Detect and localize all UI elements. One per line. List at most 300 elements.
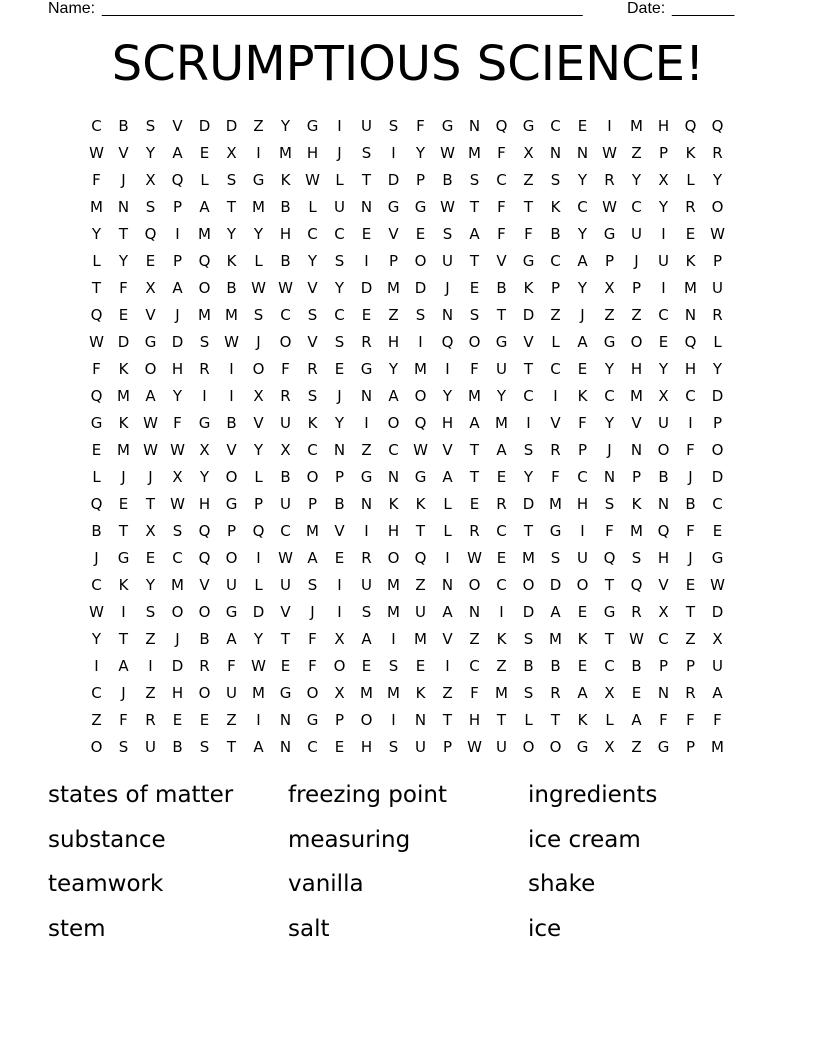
grid-letter: H [171,684,184,702]
grid-letter: I [364,522,369,540]
grid-row [83,572,731,599]
page-title: SCRUMPTIOUS SCIENCE! [111,36,705,92]
grid-letter: V [523,333,534,351]
grid-letter: H [576,495,589,513]
grid-letter: Y [226,225,237,243]
grid-letter: T [118,522,129,540]
grid-letter: M [630,117,643,135]
grid-letter: S [226,171,237,189]
grid-letter: Z [685,630,696,648]
grid-row [83,194,731,221]
grid-letter: I [364,252,369,270]
grid-row [83,437,731,464]
grid-letter: N [630,441,643,459]
grid-letter: R [361,549,372,567]
grid-letter: J [310,603,315,621]
grid-letter: W [440,144,455,162]
grid-letter: X [145,522,156,540]
grid-letter: Q [495,117,508,135]
grid-letter: D [171,657,184,675]
grid-letter: A [577,684,588,702]
grid-letter: F [497,225,506,243]
grid-letter: G [522,252,535,270]
grid-letter: G [225,603,238,621]
grid-letter: M [252,198,265,216]
grid-letter: V [118,144,129,162]
grid-letter: E [361,306,372,324]
grid-letter: Q [414,414,427,432]
grid-letter: I [229,360,234,378]
grid-letter: T [361,171,372,189]
grid-letter: C [280,522,291,540]
grid-letter: G [225,495,238,513]
grid-letter: I [229,387,234,405]
grid-letter: R [550,684,561,702]
grid-letter: E [577,603,588,621]
grid-letter: U [226,576,237,594]
grid-letter: U [658,414,669,432]
grid-letter: E [334,738,345,756]
grid-letter: S [550,171,561,189]
grid-row [83,113,731,140]
grid-letter: T [145,495,156,513]
word-row [48,914,768,959]
grid-letter: B [91,522,102,540]
grid-letter: Y [415,144,426,162]
grid-letter: D [360,279,373,297]
grid-letter: I [499,603,504,621]
grid-letter: O [387,414,400,432]
grid-letter: O [90,738,103,756]
grid-letter: K [415,495,426,513]
grid-letter: Q [198,549,211,567]
grid-letter: E [469,279,480,297]
grid-letter: C [604,387,615,405]
grid-letter: R [280,387,291,405]
grid-row [83,734,731,761]
grid-letter: G [711,549,724,567]
grid-letter: S [523,684,534,702]
grid-letter: P [712,414,723,432]
grid-letter: X [334,630,345,648]
grid-letter: W [467,738,482,756]
grid-letter: E [118,306,129,324]
grid-letter: P [631,279,642,297]
grid-letter: M [468,144,481,162]
grid-letter: J [688,468,693,486]
grid-letter: E [685,225,696,243]
grid-letter: I [661,279,666,297]
grid-letter: X [658,171,669,189]
grid-letter: S [442,225,453,243]
grid-letter: Q [441,333,454,351]
grid-letter: F [524,225,533,243]
grid-letter: O [549,738,562,756]
grid-letter: X [712,630,723,648]
grid-letter: Y [388,360,399,378]
grid-row [83,383,731,410]
grid-letter: G [549,522,562,540]
grid-letter: N [360,387,373,405]
grid-letter: B [226,279,237,297]
grid-letter: N [333,441,346,459]
grid-letter: L [254,252,263,270]
grid-letter: Y [145,576,156,594]
word-row [48,869,768,914]
grid-letter: S [523,441,534,459]
grid-letter: K [577,387,588,405]
grid-letter: E [118,495,129,513]
grid-letter: V [334,522,345,540]
grid-letter: B [550,225,561,243]
grid-letter: V [658,576,669,594]
grid-letter: U [415,738,426,756]
grid-letter: R [685,198,696,216]
grid-letter: X [145,171,156,189]
grid-letter: O [198,684,211,702]
grid-letter: R [199,657,210,675]
grid-letter: I [445,657,450,675]
grid-letter: D [549,576,562,594]
grid-letter: T [604,630,615,648]
word-list [48,780,768,958]
grid-letter: B [523,657,534,675]
grid-letter: C [307,225,318,243]
grid-letter: S [145,603,156,621]
grid-letter: K [388,495,399,513]
grid-letter: R [469,522,480,540]
grid-letter: M [387,603,400,621]
grid-letter: V [496,252,507,270]
grid-letter: J [121,468,126,486]
grid-letter: R [361,333,372,351]
word-list-item: shake [528,871,596,897]
grid-letter: G [657,738,670,756]
grid-letter: Q [657,522,670,540]
grid-letter: F [92,360,101,378]
grid-letter: V [199,576,210,594]
grid-letter: Z [631,306,642,324]
grid-letter: O [333,657,346,675]
grid-letter: Z [361,441,372,459]
grid-letter: O [360,711,373,729]
grid-letter: N [468,117,481,135]
grid-letter: X [604,738,615,756]
grid-letter: Z [253,117,264,135]
grid-letter: J [175,306,180,324]
grid-letter: A [469,225,480,243]
word-list-item: ice [528,915,562,942]
grid-letter: S [388,117,399,135]
grid-letter: P [334,711,345,729]
grid-letter: G [522,117,535,135]
grid-letter: C [523,387,534,405]
grid-letter: W [305,171,320,189]
grid-letter: X [199,441,210,459]
grid-letter: N [657,495,670,513]
grid-letter: P [415,171,426,189]
grid-letter: N [603,468,616,486]
grid-letter: K [118,576,129,594]
grid-letter: J [337,144,342,162]
grid-letter: X [604,279,615,297]
grid-letter: V [442,630,453,648]
grid-letter: O [414,387,427,405]
grid-letter: Y [253,441,264,459]
grid-letter: U [442,252,453,270]
grid-letter: G [603,603,616,621]
grid-letter: L [524,711,533,729]
grid-letter: C [307,738,318,756]
grid-letter: Y [253,225,264,243]
grid-letter: T [550,711,561,729]
grid-letter: N [360,495,373,513]
grid-letter: I [391,711,396,729]
grid-letter: O [657,441,670,459]
grid-letter: Y [307,252,318,270]
grid-row [83,545,731,572]
grid-letter: C [685,387,696,405]
grid-letter: T [415,522,426,540]
grid-letter: Z [604,306,615,324]
grid-letter: P [712,252,723,270]
grid-letter: C [550,117,561,135]
grid-letter: Z [469,630,480,648]
grid-letter: W [170,495,185,513]
grid-letter: H [387,522,400,540]
grid-letter: I [418,333,423,351]
grid-letter: M [117,387,130,405]
grid-letter: Z [145,630,156,648]
grid-letter: R [307,360,318,378]
grid-letter: H [657,117,670,135]
grid-letter: O [711,441,724,459]
word-list-item: salt [288,915,330,942]
grid-letter: T [604,576,615,594]
grid-letter: D [522,306,535,324]
grid-letter: C [577,198,588,216]
grid-letter: A [172,279,183,297]
grid-letter: G [576,738,589,756]
grid-letter: P [253,495,264,513]
grid-letter: E [91,441,102,459]
word-list-item: vanilla [288,871,364,897]
grid-letter: U [226,684,237,702]
grid-letter: A [361,630,372,648]
grid-letter: F [92,171,101,189]
grid-letter: F [659,711,668,729]
grid-letter: M [495,684,508,702]
grid-letter: T [496,711,507,729]
grid-letter: S [550,549,561,567]
grid-letter: P [685,657,696,675]
grid-letter: Q [90,306,103,324]
grid-letter: Y [199,468,210,486]
grid-letter: L [200,171,209,189]
grid-row [83,464,731,491]
grid-letter: Z [631,738,642,756]
grid-letter: R [685,684,696,702]
grid-letter: D [414,279,427,297]
grid-letter: H [306,144,319,162]
grid-letter: G [360,468,373,486]
grid-letter: W [89,144,104,162]
grid-letter: Q [198,522,211,540]
grid-letter: C [496,576,507,594]
grid-letter: E [658,333,669,351]
grid-letter: A [307,549,318,567]
grid-letter: F [119,711,128,729]
grid-letter: O [468,576,481,594]
grid-letter: J [634,252,639,270]
grid-letter: A [388,387,399,405]
grid-letter: C [469,657,480,675]
grid-letter: I [607,117,612,135]
grid-letter: D [711,468,724,486]
grid-letter: D [225,117,238,135]
grid-letter: U [577,549,588,567]
grid-letter: S [253,306,264,324]
grid-letter: C [280,306,291,324]
grid-letter: F [470,684,479,702]
grid-letter: C [91,117,102,135]
name-label: Name: [48,0,96,17]
grid-letter: Y [658,198,669,216]
grid-letter: Y [334,414,345,432]
word-list-item: substance [48,826,166,853]
grid-letter: A [550,603,561,621]
grid-letter: G [360,360,373,378]
grid-letter: Y [280,117,291,135]
grid-letter: Y [577,225,588,243]
grid-letter: I [445,360,450,378]
grid-row [83,599,731,626]
grid-letter: M [252,684,265,702]
grid-row [83,410,731,437]
grid-letter: M [198,306,211,324]
grid-letter: E [361,657,372,675]
grid-letter: E [334,360,345,378]
grid-letter: O [225,549,238,567]
grid-letter: A [172,144,183,162]
grid-letter: Q [630,576,643,594]
grid-letter: K [496,630,507,648]
grid-letter: E [199,711,210,729]
grid-letter: I [445,549,450,567]
grid-letter: C [307,441,318,459]
grid-letter: P [658,144,669,162]
grid-letter: C [334,225,345,243]
grid-letter: W [710,576,725,594]
grid-letter: X [145,279,156,297]
grid-letter: E [469,495,480,513]
grid-letter: L [335,171,344,189]
word-list-item: freezing point [288,782,447,808]
grid-letter: E [577,360,588,378]
grid-letter: S [307,387,318,405]
grid-letter: R [496,495,507,513]
grid-row [83,248,731,275]
grid-letter: D [522,495,535,513]
grid-letter: J [121,171,126,189]
grid-letter: U [712,657,723,675]
grid-letter: E [334,549,345,567]
grid-letter: T [442,711,453,729]
grid-letter: Y [91,225,102,243]
grid-letter: W [251,657,266,675]
grid-letter: X [172,468,183,486]
grid-letter: S [145,117,156,135]
grid-letter: Y [523,468,534,486]
word-list-item: measuring [288,826,411,853]
grid-letter: B [280,468,291,486]
grid-letter: E [145,252,156,270]
grid-letter: T [685,603,696,621]
grid-letter: G [414,468,427,486]
grid-letter: O [279,333,292,351]
grid-letter: P [172,252,183,270]
grid-letter: K [118,360,129,378]
grid-letter: X [226,144,237,162]
grid-letter: G [603,225,616,243]
grid-letter: K [577,711,588,729]
grid-letter: S [199,738,210,756]
grid-letter: F [173,414,182,432]
grid-letter: D [198,117,211,135]
word-row [48,780,768,825]
grid-row [83,707,731,734]
grid-letter: S [172,522,183,540]
grid-letter: P [334,468,345,486]
grid-letter: U [145,738,156,756]
grid-letter: U [712,279,723,297]
grid-letter: X [253,387,264,405]
grid-letter: M [522,549,535,567]
grid-letter: S [604,495,615,513]
grid-letter: I [256,144,261,162]
grid-letter: X [523,144,534,162]
grid-letter: G [495,333,508,351]
grid-letter: H [657,549,670,567]
grid-letter: X [604,684,615,702]
grid-letter: F [470,360,479,378]
grid-letter: D [117,333,130,351]
grid-letter: N [468,603,481,621]
grid-letter: H [387,333,400,351]
grid-letter: P [631,468,642,486]
grid-letter: I [256,711,261,729]
grid-letter: A [496,441,507,459]
grid-letter: S [307,576,318,594]
grid-letter: O [225,468,238,486]
grid-letter: W [629,630,644,648]
grid-letter: H [630,360,643,378]
word-list-item: ingredients [528,782,658,808]
grid-letter: G [90,414,103,432]
grid-letter: R [145,711,156,729]
grid-letter: M [306,522,319,540]
grid-letter: E [496,468,507,486]
grid-letter: L [254,468,263,486]
grid-letter: L [551,333,560,351]
grid-letter: F [281,360,290,378]
grid-letter: Y [577,171,588,189]
grid-letter: A [469,414,480,432]
grid-letter: G [603,333,616,351]
grid-letter: J [445,279,450,297]
grid-letter: K [280,171,291,189]
grid-letter: S [388,738,399,756]
